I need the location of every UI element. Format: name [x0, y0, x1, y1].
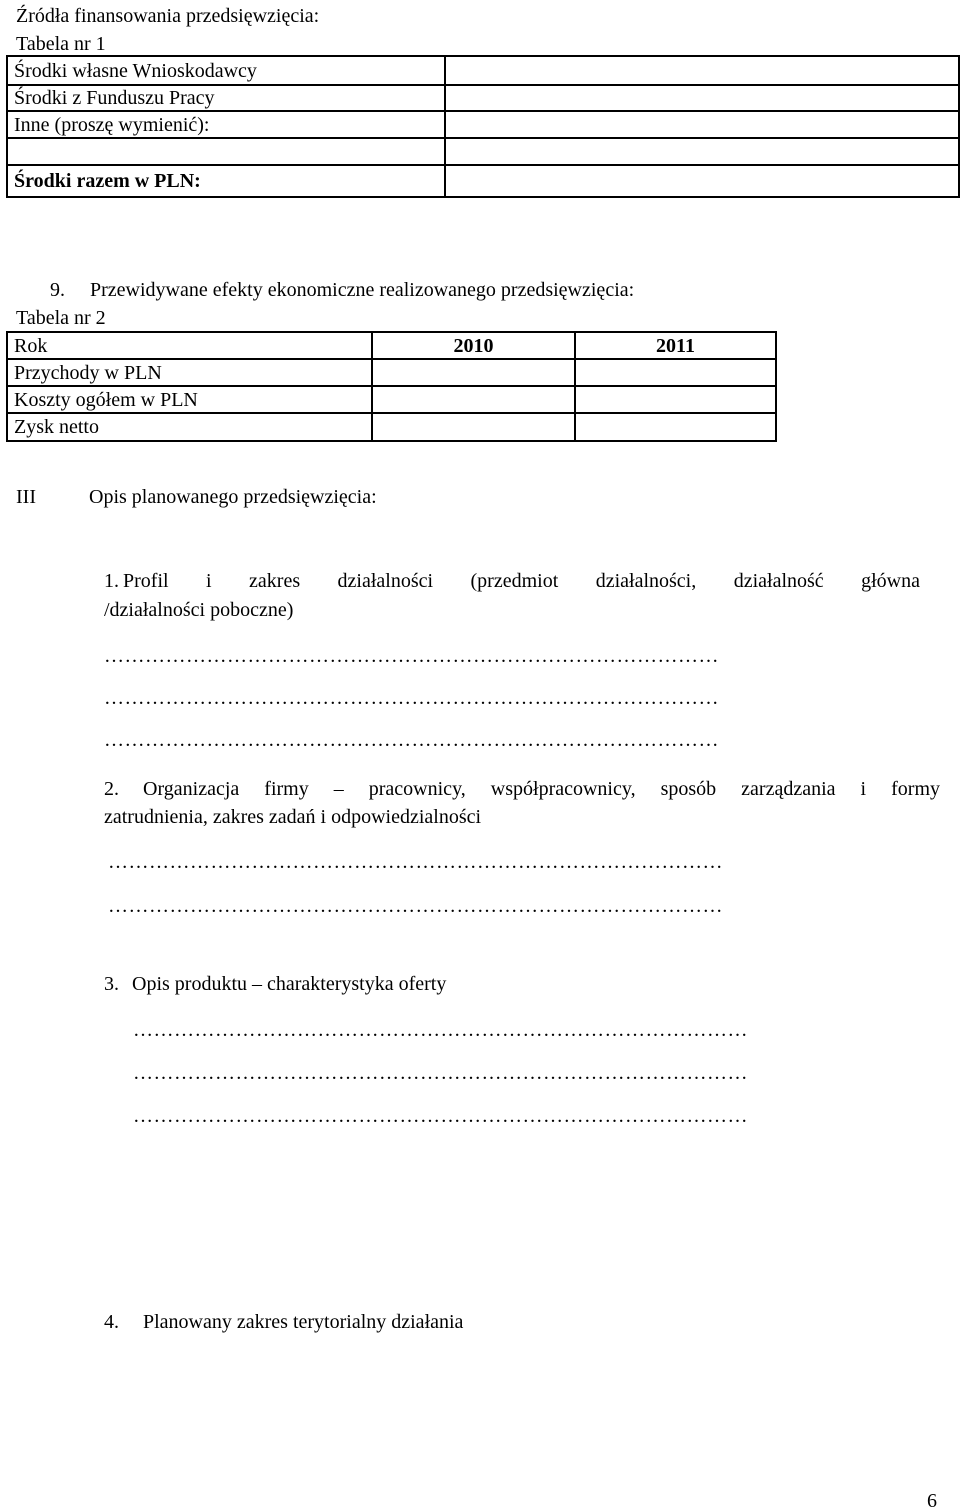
effects-number: 9.: [50, 279, 65, 301]
effects-year-2010: 2010: [372, 332, 575, 359]
item3-answer-line[interactable]: ………………………………………………………………………………: [133, 1020, 748, 1040]
table-row: [7, 413, 776, 441]
effects-heading: Przewidywane efekty ekonomiczne realizowanego przedsięwzięcia:: [90, 279, 635, 301]
table1-label: Tabela nr 1: [16, 33, 106, 55]
table-row: [7, 359, 776, 386]
item3-number: 3.: [104, 973, 119, 995]
page-number: 6: [927, 1490, 937, 1512]
item2-title: [103, 779, 940, 799]
table-row: [7, 386, 776, 413]
funding-heading: Źródła finansowania przedsięwzięcia:: [16, 5, 320, 27]
item1-answer-line[interactable]: ………………………………………………………………………………: [104, 730, 719, 750]
item1-number: 1.: [104, 570, 119, 592]
item1-title: Profil i zakres działalności (przedmiot działalności, działalność główna: [123, 570, 920, 592]
table-row: [7, 138, 959, 165]
item1-answer-line[interactable]: ………………………………………………………………………………: [104, 688, 719, 708]
effects-row-label: Zysk netto: [7, 413, 372, 441]
effects-value-cell[interactable]: [575, 359, 776, 386]
effects-table: [6, 331, 777, 442]
table-row: [7, 85, 959, 111]
table-row: [7, 332, 776, 359]
item2-title-continued: zatrudnienia, zakres zadań i odpowiedzialności: [104, 806, 482, 828]
item4-number: 4.: [104, 1311, 119, 1333]
effects-value-cell[interactable]: [372, 386, 575, 413]
item4-title: Planowany zakres terytorialny działania: [143, 1311, 464, 1333]
table2-label: Tabela nr 2: [16, 307, 106, 329]
funding-row-label: Środki własne Wnioskodawcy: [7, 56, 445, 85]
table-row: [7, 111, 959, 138]
funding-value-cell[interactable]: [445, 111, 959, 138]
item3-title: Opis produktu – charakterystyka oferty: [132, 973, 447, 995]
item1-title-continued: /działalności poboczne): [104, 599, 294, 621]
item2-answer-line[interactable]: ………………………………………………………………………………: [108, 896, 723, 916]
effects-value-cell[interactable]: [575, 413, 776, 441]
description-heading: Opis planowanego przedsięwzięcia:: [89, 486, 377, 508]
funding-total-cell[interactable]: [445, 165, 959, 197]
funding-row-label: Środki z Funduszu Pracy: [7, 85, 445, 111]
item3-answer-line[interactable]: ………………………………………………………………………………: [133, 1063, 748, 1083]
effects-header-label: Rok: [7, 332, 372, 359]
table-row: [7, 165, 959, 197]
item2-answer-line[interactable]: ………………………………………………………………………………: [108, 852, 723, 872]
effects-row-label: Przychody w PLN: [7, 359, 372, 386]
effects-value-cell[interactable]: [575, 386, 776, 413]
item3-answer-line[interactable]: ………………………………………………………………………………: [133, 1106, 748, 1126]
funding-value-cell[interactable]: [445, 85, 959, 111]
effects-value-cell[interactable]: [372, 359, 575, 386]
table-row: [7, 56, 959, 85]
item2-title-text: Organizacja firmy – pracownicy, współpracownicy, sposób zarządzania i formy: [143, 778, 941, 800]
funding-row-label: Inne (proszę wymienić):: [7, 111, 445, 138]
funding-row-label[interactable]: [7, 138, 445, 165]
funding-value-cell[interactable]: [445, 138, 959, 165]
item2-number: 2.: [104, 778, 119, 800]
effects-value-cell[interactable]: [372, 413, 575, 441]
funding-value-cell[interactable]: [445, 56, 959, 85]
funding-table: [6, 55, 960, 198]
section-roman-numeral: III: [16, 486, 36, 508]
funding-total-label: Środki razem w PLN:: [7, 165, 445, 197]
effects-row-label: Koszty ogółem w PLN: [7, 386, 372, 413]
item1-answer-line[interactable]: ………………………………………………………………………………: [104, 646, 719, 666]
effects-year-2011: 2011: [575, 332, 776, 359]
